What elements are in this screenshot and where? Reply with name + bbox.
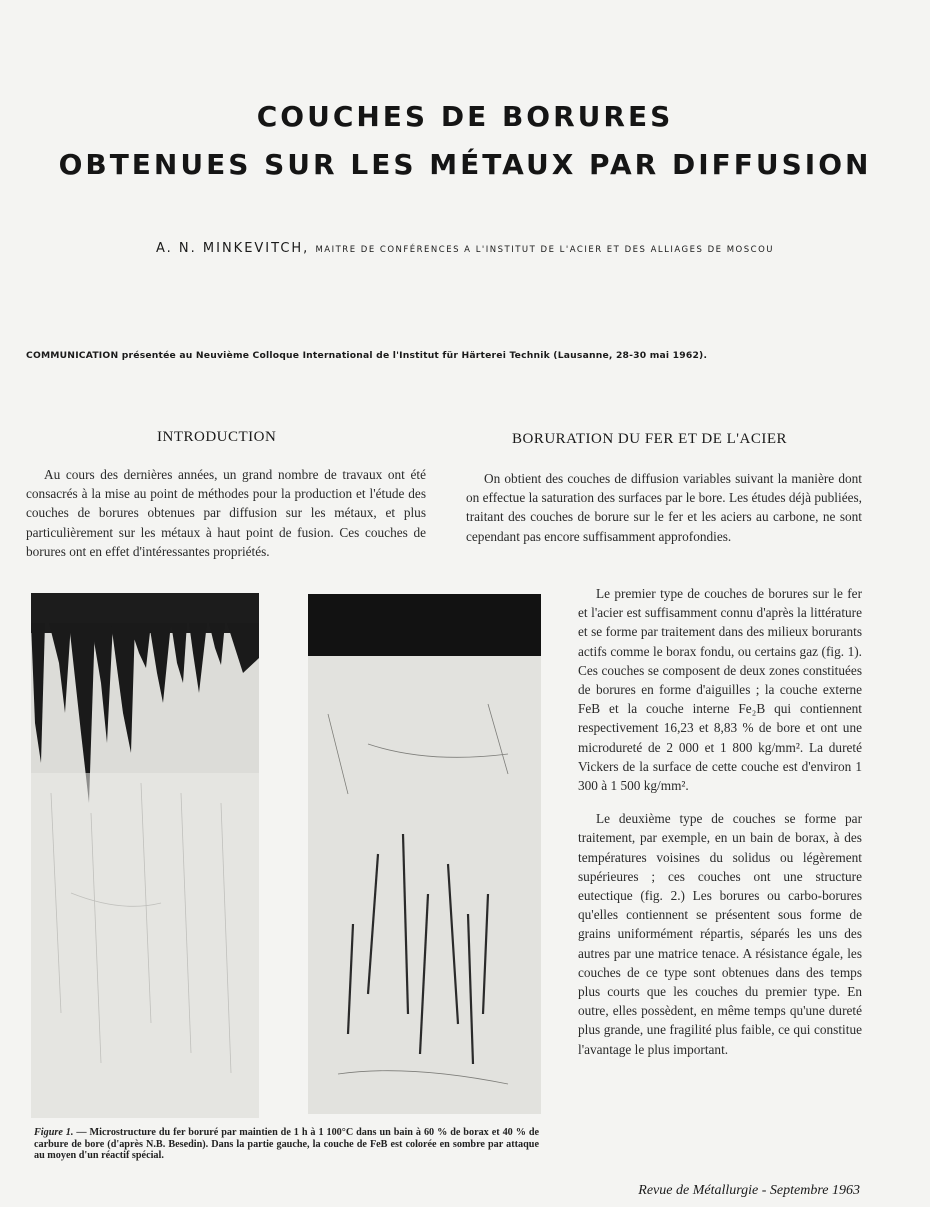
- micrograph-right: [308, 594, 541, 1114]
- communication-note: [26, 350, 906, 361]
- journal-footer: Revue de Métallurgie - Septembre 1963: [638, 1183, 860, 1198]
- author-line: [0, 241, 930, 256]
- author-affiliation: MAITRE DE CONFÉRENCES A L'INSTITUT DE L'ACIER ET DES ALLIAGES DE MOSCOU: [315, 245, 774, 255]
- boruration-paragraph-2: Le premier type de couches de borures sur le fer et l'acier est suffisamment connu d'après la littérature et se forme par traitement dans des milieux borurants actifs comme le borax fondu, ou certains gaz (fig. 1). Ces couches se composent de deux zones constituées de borures en forme d'aiguilles ; la couche externe FeB et la couche interne Fe₂B qui contiennent respectivement 16,23 et 8,83 % de bore et ont une microdureté de 2 000 et 1 800 kg/mm². La dureté Vickers de la surface de cette couche est d'environ 1 300 à 1 500 kg/mm².: [578, 586, 862, 794]
- figure-caption-text: — Microstructure du fer boruré par maintien de 1 h à 1 100°C dans un bain à 60 % de borax et 40 % de carbure de bore (d'après N.B. Besedin). Dans la partie gauche, la couche de FeB est colorée en sombre par attaque au moyen d'un réactif spécial.: [34, 1127, 540, 1162]
- boruration-heading: BORURATION DU FER ET DE L'ACIER: [512, 431, 788, 447]
- figure-label: Figure 1.: [34, 1127, 74, 1138]
- article-title-line-1: COUCHES DE BORURES: [256, 100, 674, 133]
- micrograph-left: [31, 593, 259, 1118]
- figure-caption: [34, 1127, 539, 1162]
- introduction-heading: INTRODUCTION: [157, 429, 277, 445]
- right-column: [578, 584, 862, 1073]
- boruration-paragraph-3: Le deuxième type de couches se forme par traitement, par exemple, en un bain de borax, à des températures voisines du solidus ou légèrement supérieures ; ces couches ont une structure eutectique (fig. 2.) Les borures ou carbo-borures qu'elles contiennent se présentent sous forme de grains uniformément répartis, séparés les uns des autres par une matrice tenace. A résistance égale, les couches de ce type sont obtenues dans des temps plus courts que les couches du premier type. En outre, elles possèdent, en même temps qu'une dureté plus grande, une fragilité plus faible, ce qui constitue l'avantage le plus important.: [578, 811, 862, 1057]
- boruration-paragraph-1: On obtient des couches de diffusion variables suivant la manière dont on effectue la saturation des surfaces par le bore. Les études déjà publiées, traitant des couches de borure sur le fer et les aciers au carbone, ne sont cependant pas encore suffisamment approfondies.: [466, 471, 862, 544]
- author-name: A. N. MINKEVITCH,: [155, 241, 310, 256]
- introduction-paragraph: Au cours des dernières années, un grand nombre de travaux ont été consacrés à la mise au point de méthodes pour la production et l'étude des couches de borures obtenues par diffusion sur les métaux, et plus particulièrement sur les métaux à haut point de fusion. Ces couches de borures ont en effet d'intéressantes propriétés.: [26, 467, 426, 559]
- communication-text: présentée au Neuvième Colloque International de l'Institut für Härterei Technik (Lausanne, 28-30 mai 1962).: [121, 350, 708, 361]
- article-title-line-2: OBTENUES SUR LES MÉTAUX PAR DIFFUSION: [58, 148, 872, 181]
- communication-lead: COMMUNICATION: [26, 350, 119, 361]
